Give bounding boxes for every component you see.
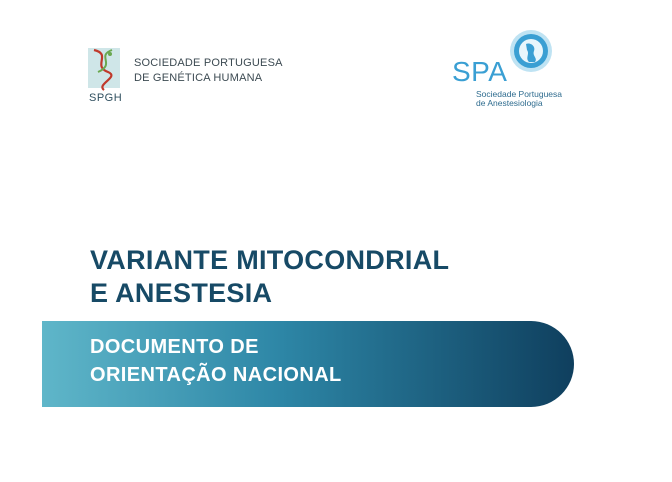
title-line1: VARIANTE MITOCONDRIAL [90,245,450,275]
spa-logo [448,28,598,118]
spgh-name-line1: SOCIEDADE PORTUGUESA [134,57,283,69]
spa-name-line2: de Anestesiologia [476,98,543,108]
dna-helix-icon [86,44,126,94]
banner-line2: ORIENTAÇÃO NACIONAL [90,364,342,386]
spa-abbreviation: SPA [452,56,508,87]
title-line2: E ANESTESIA [90,278,273,308]
spa-name [476,90,562,108]
spgh-name [134,56,283,86]
spgh-name-line2: DE GENÉTICA HUMANA [134,72,263,84]
spgh-logo [86,44,283,106]
document-title [90,244,449,310]
spgh-emblem [86,44,126,106]
spgh-abbreviation: SPGH [89,92,123,104]
banner-text [90,333,342,389]
spa-name-line1: Sociedade Portuguesa [476,89,563,99]
spa-emblem-icon [508,28,554,74]
banner-line1: DOCUMENTO DE [90,336,259,358]
subtitle-banner [42,321,574,407]
